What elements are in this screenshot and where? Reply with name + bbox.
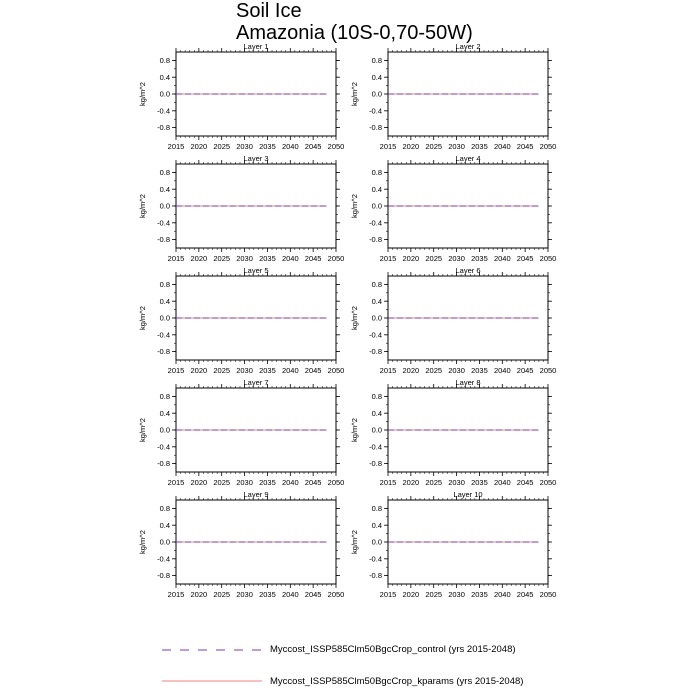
panel-3 [138,154,344,263]
x-tick-label: 2045 [304,142,322,151]
y-tick-label: -0.8 [369,571,382,581]
y-tick-label: -0.8 [157,235,170,245]
x-tick-label: 2045 [304,254,322,263]
panel-6 [350,266,556,375]
x-tick-label: 2025 [213,590,231,599]
chart-title-line-2: Amazonia (10S-0,70-50W) [236,22,473,44]
legend-label-control: Myccost_ISSP585Clm50BgcCrop_control (yrs 2015-2048) [270,644,516,655]
panel-title: Layer 7 [243,378,269,387]
x-tick-label: 2035 [471,254,488,263]
x-tick-label: 2050 [327,254,345,263]
panel-10 [350,490,556,599]
y-tick-label: 0.8 [371,56,382,65]
x-tick-label: 2045 [304,478,322,487]
panel-title: Layer 1 [243,42,269,51]
y-tick-label: 0.0 [371,313,382,323]
y-axis-label: kg/m^2 [138,306,147,330]
x-tick-label: 2035 [259,478,276,487]
y-tick-label: 0.0 [159,201,170,211]
y-axis-label: kg/m^2 [350,530,359,554]
x-tick-label: 2040 [281,254,299,263]
y-tick-label: -0.8 [157,571,170,581]
x-tick-label: 2035 [259,254,276,263]
panel-9 [138,490,344,599]
x-tick-label: 2025 [425,478,443,487]
x-tick-label: 2030 [448,590,465,599]
x-tick-label: 2040 [493,590,511,599]
x-tick-label: 2025 [213,478,231,487]
x-tick-label: 2045 [516,366,534,375]
x-tick-label: 2030 [448,366,465,375]
panel-title: Layer 2 [455,42,481,51]
y-tick-label: -0.8 [369,123,382,133]
x-tick-label: 2040 [281,366,299,375]
x-tick-label: 2035 [259,366,276,375]
y-axis-label: kg/m^2 [350,194,359,218]
y-tick-label: -0.4 [157,330,170,340]
x-tick-label: 2020 [190,254,208,263]
y-tick-label: -0.8 [157,123,170,133]
panel-2 [350,42,556,151]
x-tick-label: 2030 [448,254,465,263]
x-tick-label: 2030 [448,142,465,151]
y-axis-label: kg/m^2 [350,306,359,330]
y-tick-label: -0.4 [157,218,170,228]
panel-title: Layer 9 [243,490,269,499]
panel-5 [138,266,344,375]
x-tick-label: 2040 [493,366,511,375]
x-tick-label: 2030 [448,478,465,487]
x-tick-label: 2030 [236,590,253,599]
x-tick-label: 2020 [402,590,420,599]
x-tick-label: 2045 [304,366,322,375]
x-tick-label: 2020 [402,366,420,375]
x-tick-label: 2045 [304,590,322,599]
y-tick-label: 0.4 [371,72,382,82]
x-tick-label: 2045 [516,142,534,151]
panel-title: Layer 10 [453,490,483,499]
y-tick-label: 0.8 [159,504,170,513]
x-tick-label: 2035 [259,142,276,151]
x-tick-label: 2015 [379,590,397,599]
x-tick-label: 2015 [379,142,397,151]
y-tick-label: 0.4 [159,408,170,418]
y-tick-label: -0.4 [157,442,170,452]
y-tick-label: 0.8 [159,56,170,65]
x-tick-label: 2015 [167,254,185,263]
y-axis-label: kg/m^2 [350,418,359,442]
panel-title: Layer 5 [243,266,269,275]
x-tick-label: 2020 [402,478,420,487]
y-axis-label: kg/m^2 [138,530,147,554]
y-axis-label: kg/m^2 [138,82,147,106]
x-tick-label: 2050 [327,142,345,151]
y-tick-label: 0.4 [159,520,170,530]
x-tick-label: 2050 [539,478,557,487]
y-tick-label: 0.0 [159,537,170,547]
y-tick-label: -0.4 [157,554,170,564]
x-tick-label: 2015 [167,366,185,375]
y-tick-label: 0.0 [159,425,170,435]
y-tick-label: 0.0 [159,313,170,323]
y-tick-label: -0.8 [369,459,382,469]
x-tick-label: 2015 [379,366,397,375]
x-tick-label: 2025 [213,142,231,151]
x-tick-label: 2050 [539,254,557,263]
x-tick-label: 2025 [425,366,443,375]
panel-title: Layer 6 [455,266,481,275]
y-tick-label: 0.8 [159,280,170,289]
x-tick-label: 2040 [281,590,299,599]
y-tick-label: 0.8 [371,504,382,513]
x-tick-label: 2050 [539,366,557,375]
y-tick-label: 0.4 [159,72,170,82]
y-tick-label: -0.8 [157,459,170,469]
x-tick-label: 2015 [167,590,185,599]
y-tick-label: 0.0 [371,425,382,435]
y-tick-label: 0.8 [371,280,382,289]
y-tick-label: -0.8 [369,347,382,357]
x-tick-label: 2025 [425,142,443,151]
y-tick-label: 0.4 [371,520,382,530]
panel-1 [138,42,344,151]
x-tick-label: 2020 [402,142,420,151]
panel-title: Layer 4 [455,154,481,163]
x-tick-label: 2040 [493,254,511,263]
x-tick-label: 2045 [516,478,534,487]
y-tick-label: 0.0 [371,537,382,547]
y-tick-label: -0.4 [369,554,382,564]
x-tick-label: 2045 [516,590,534,599]
x-tick-label: 2050 [327,366,345,375]
y-tick-label: 0.8 [159,168,170,177]
y-tick-label: -0.4 [157,106,170,116]
panel-4 [350,154,556,263]
x-tick-label: 2025 [425,254,443,263]
x-tick-label: 2020 [402,254,420,263]
y-tick-label: 0.8 [371,168,382,177]
y-tick-label: -0.4 [369,442,382,452]
x-tick-label: 2025 [213,254,231,263]
x-tick-label: 2035 [471,142,488,151]
x-tick-label: 2035 [471,366,488,375]
y-tick-label: 0.4 [371,184,382,194]
x-tick-label: 2050 [327,478,345,487]
x-tick-label: 2045 [516,254,534,263]
y-axis-label: kg/m^2 [138,418,147,442]
y-axis-label: kg/m^2 [138,194,147,218]
legend-label-kparams: Myccost_ISSP585Clm50BgcCrop_kparams (yrs 2015-2048) [270,676,524,687]
panel-title: Layer 8 [455,378,481,387]
y-tick-label: 0.0 [371,89,382,99]
y-tick-label: -0.4 [369,218,382,228]
y-axis-label: kg/m^2 [350,82,359,106]
y-tick-label: 0.4 [371,408,382,418]
chart-title-line-1: Soil Ice [236,0,302,22]
x-tick-label: 2020 [190,590,208,599]
x-tick-label: 2035 [471,590,488,599]
x-tick-label: 2015 [379,478,397,487]
y-tick-label: 0.8 [371,392,382,401]
y-tick-label: 0.4 [159,184,170,194]
y-tick-label: 0.4 [371,296,382,306]
panel-7 [138,378,344,487]
x-tick-label: 2025 [425,590,443,599]
x-tick-label: 2015 [167,142,185,151]
y-tick-label: 0.0 [371,201,382,211]
y-tick-label: 0.0 [159,89,170,99]
x-tick-label: 2015 [379,254,397,263]
x-tick-label: 2030 [236,478,253,487]
x-tick-label: 2040 [493,478,511,487]
x-tick-label: 2030 [236,142,253,151]
y-tick-label: -0.8 [369,235,382,245]
x-tick-label: 2020 [190,366,208,375]
y-tick-label: 0.8 [159,392,170,401]
x-tick-label: 2050 [327,590,345,599]
x-tick-label: 2035 [471,478,488,487]
x-tick-label: 2040 [493,142,511,151]
x-tick-label: 2035 [259,590,276,599]
x-tick-label: 2050 [539,142,557,151]
x-tick-label: 2040 [281,142,299,151]
x-tick-label: 2030 [236,366,253,375]
y-tick-label: -0.4 [369,106,382,116]
x-tick-label: 2015 [167,478,185,487]
x-tick-label: 2020 [190,478,208,487]
y-tick-label: 0.4 [159,296,170,306]
x-tick-label: 2030 [236,254,253,263]
y-tick-label: -0.8 [157,347,170,357]
x-tick-label: 2020 [190,142,208,151]
panel-title: Layer 3 [243,154,269,163]
y-tick-label: -0.4 [369,330,382,340]
x-tick-label: 2050 [539,590,557,599]
x-tick-label: 2040 [281,478,299,487]
x-tick-label: 2025 [213,366,231,375]
panel-8 [350,378,556,487]
